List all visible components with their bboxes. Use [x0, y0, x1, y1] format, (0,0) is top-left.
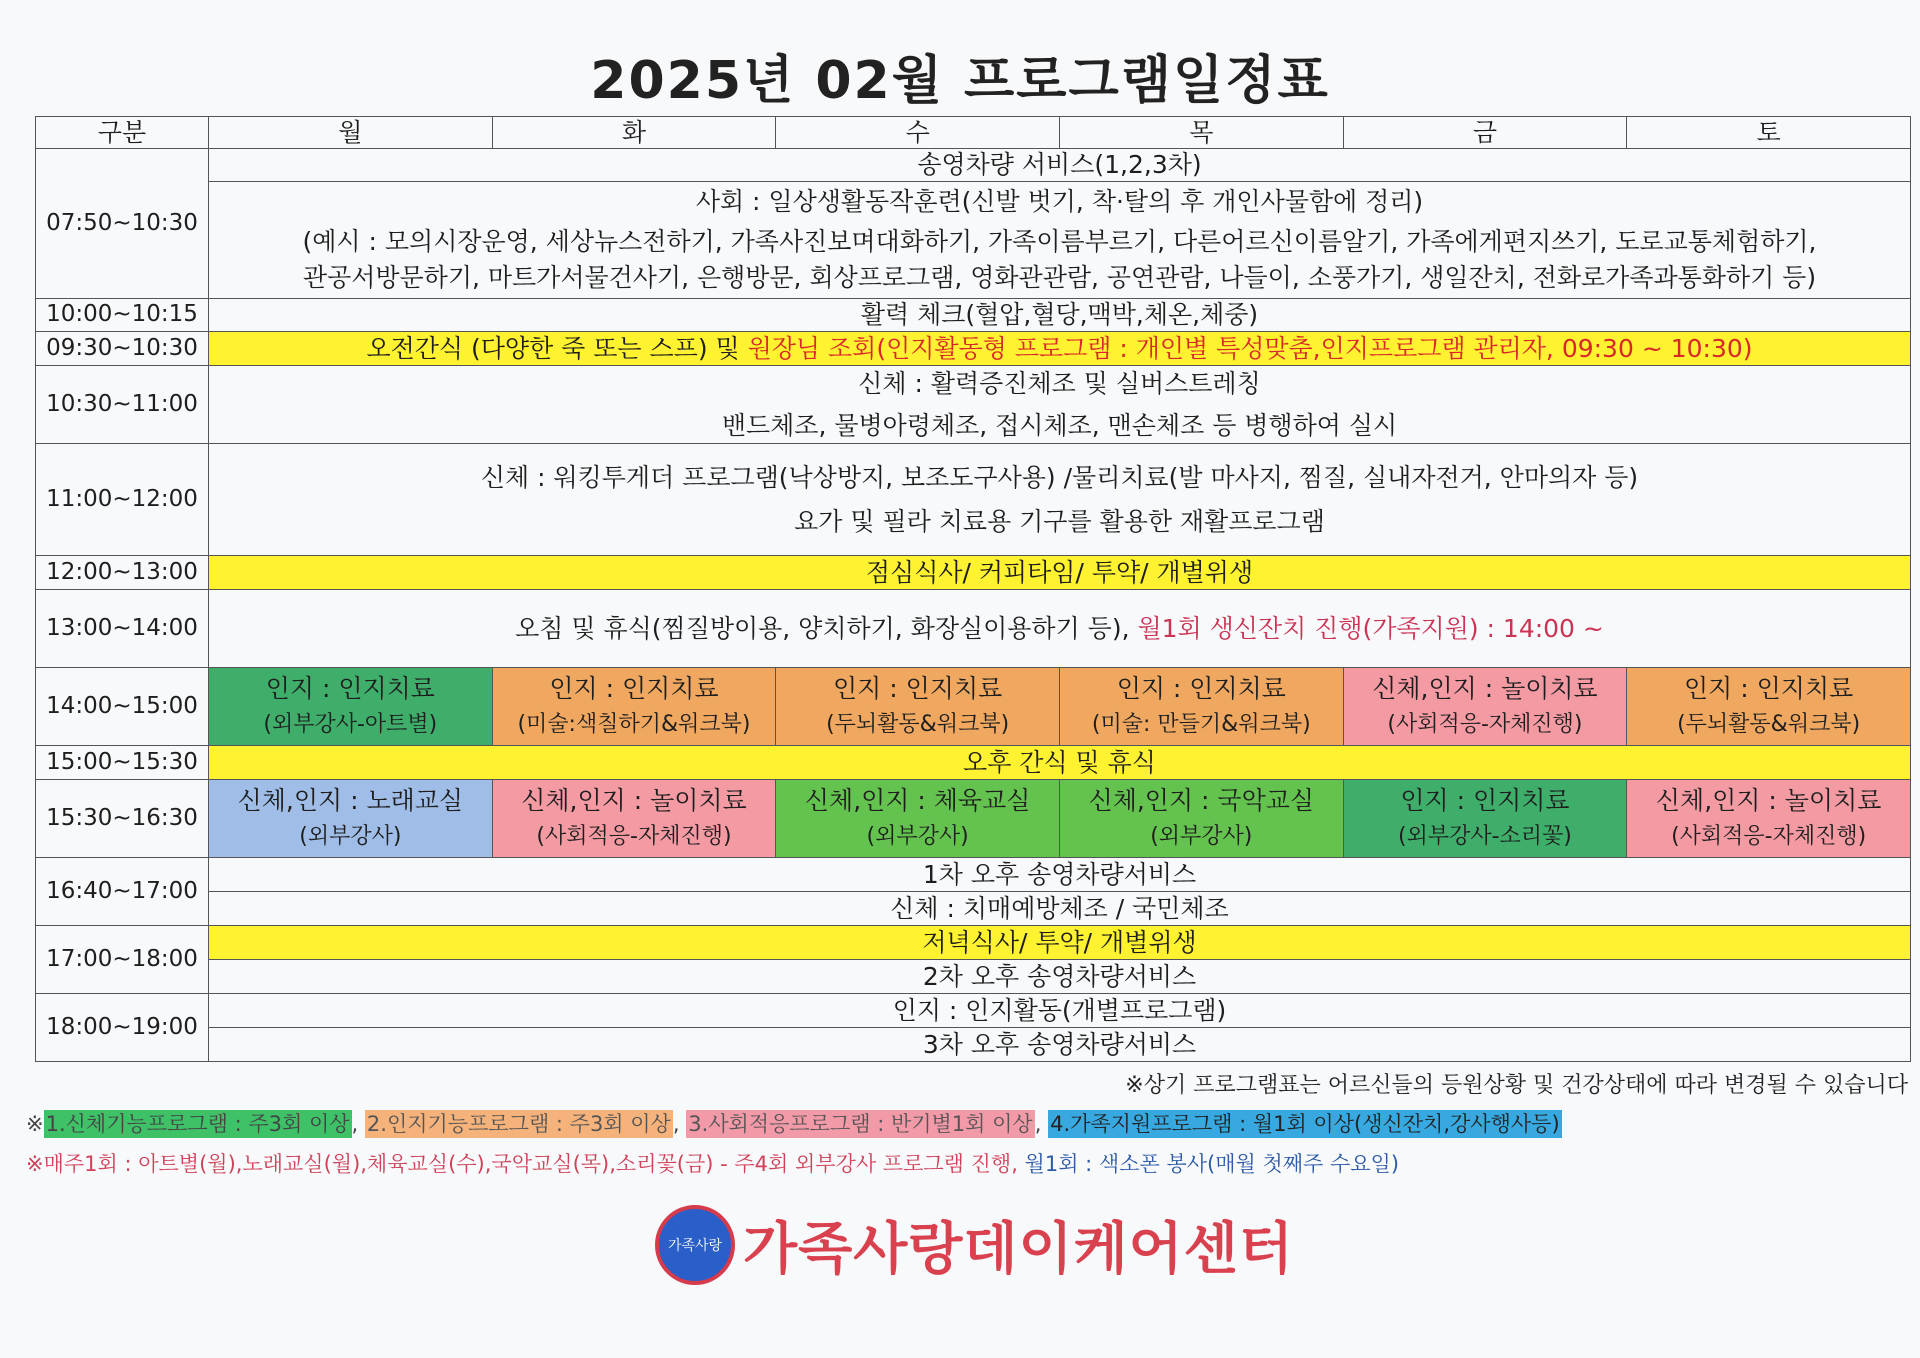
table-row — [36, 780, 1911, 858]
time-cell: 16:40~17:00 — [36, 858, 209, 926]
table-row — [36, 926, 1911, 960]
time-cell: 09:30~10:30 — [36, 332, 209, 366]
header-mon: 월 — [209, 117, 493, 149]
program-name: 인지 : 인지치료 — [1116, 674, 1286, 704]
program-name: 인지 : 인지치료 — [1684, 674, 1854, 704]
table-row — [36, 1028, 1911, 1062]
program-cell-fri — [1343, 668, 1627, 746]
legend-cognitive: 2.인지기능프로그램 : 주3회 이상 — [366, 1112, 671, 1136]
legend-physical: 1.신체기능프로그램 : 주3회 이상 — [45, 1112, 350, 1136]
program-name: 신체,인지 : 놀이치료 — [521, 786, 747, 816]
header-sat: 토 — [1627, 117, 1911, 149]
time-cell: 10:00~10:15 — [36, 299, 209, 332]
program-detail: (외부강사-소리꽃) — [1398, 824, 1572, 850]
program-name: 신체,인지 : 놀이치료 — [1655, 786, 1882, 816]
program-cell-tue — [492, 780, 776, 858]
table-row — [36, 182, 1911, 299]
program-name: 신체,인지 : 체육교실 — [804, 786, 1031, 816]
time-cell: 17:00~18:00 — [36, 926, 209, 994]
director-assembly-text: 원장님 조회(인지활동형 프로그램 : 개인별 특성맞춤,인지프로그램 관리자, 09:30 ~ 10:30) — [747, 333, 1753, 363]
header-row — [36, 117, 1911, 149]
time-cell: 07:50~10:30 — [36, 149, 209, 299]
table-row — [36, 444, 1911, 556]
schedule-table — [35, 116, 1911, 1062]
table-row — [36, 892, 1911, 926]
transport-2nd-cell: 2차 오후 송영차량서비스 — [209, 960, 1911, 994]
morning-snack-text: 오전간식 (다양한 죽 또는 스프) 및 — [366, 333, 748, 363]
program-name: 신체,인지 : 노래교실 — [237, 786, 464, 816]
program-name: 인지 : 인지치료 — [1400, 786, 1570, 816]
walking-program-cell — [209, 444, 1911, 556]
birthday-party-text: 월1회 생신잔치 진행(가족지원) : 14:00 ~ — [1137, 613, 1604, 643]
logo-text: 가족사랑 — [667, 1238, 723, 1254]
transport-service-cell: 송영차량 서비스(1,2,3차) — [209, 149, 1911, 182]
program-cell-mon — [209, 668, 493, 746]
program-cell-sat — [1627, 780, 1911, 858]
header-fri: 금 — [1343, 117, 1627, 149]
time-cell: 14:00~15:00 — [36, 668, 209, 746]
program-cell-fri — [1343, 780, 1627, 858]
transport-3rd-cell: 3차 오후 송영차량서비스 — [209, 1028, 1911, 1062]
stretching-cell — [209, 366, 1911, 444]
program-legend: ※1.신체기능프로그램 : 주3회 이상, 2.인지기능프로그램 : 주3회 이상, 3.사회적응프로그램 : 반기별1회 이상, 4.가족지원프로그램 : 월1회 이상(생신잔치,강사행사등) — [26, 1112, 1560, 1136]
time-cell: 18:00~19:00 — [36, 994, 209, 1062]
table-row — [36, 994, 1911, 1028]
program-detail: (외부강사) — [1150, 824, 1253, 850]
walking-program-title: 신체 : 워킹투게더 프로그램(낙상방지, 보조도구사용) /물리치료(발 마사지, 찜질, 실내자전거, 안마의자 등) — [480, 462, 1639, 492]
nap-rest-text: 오침 및 휴식(찜질방이용, 양치하기, 화장실이용하기 등), — [515, 613, 1138, 643]
stretching-title: 신체 : 활력증진체조 및 실버스트레칭 — [858, 368, 1261, 398]
weekly-monthly-note — [26, 1148, 1399, 1178]
table-row — [36, 858, 1911, 892]
program-name: 신체,인지 : 국악교실 — [1088, 786, 1315, 816]
program-detail: (두뇌활동&워크북) — [1677, 712, 1861, 738]
social-example-line1: (예시 : 모의시장운영, 세상뉴스전하기, 가족사진보며대화하기, 가족이름부르기, 다른어르신이름알기, 가족에게편지쓰기, 도로교통체험하기, — [302, 227, 1817, 256]
program-cell-mon — [209, 780, 493, 858]
lunch-cell: 점심식사/ 커피타임/ 투약/ 개별위생 — [209, 556, 1911, 590]
social-example-line2: 관공서방문하기, 마트가서물건사기, 은행방문, 회상프로그램, 영화관관람, 공연관람, 나들이, 소풍가기, 생일잔치, 전화로가족과통화하기 등) — [302, 263, 1817, 292]
program-cell-wed — [776, 668, 1060, 746]
program-cell-wed — [776, 780, 1060, 858]
program-name: 인지 : 인지치료 — [833, 674, 1003, 704]
table-row — [36, 746, 1911, 780]
time-cell: 15:30~16:30 — [36, 780, 209, 858]
program-detail: (두뇌활동&워크북) — [826, 712, 1010, 738]
program-cell-thu — [1059, 780, 1343, 858]
program-cell-thu — [1059, 668, 1343, 746]
time-cell: 10:30~11:00 — [36, 366, 209, 444]
program-detail: (미술: 만들기&워크북) — [1091, 712, 1311, 738]
center-logo — [655, 1205, 735, 1285]
program-detail: (미술:색칠하기&워크북) — [517, 712, 751, 738]
legend-social: 3.사회적응프로그램 : 반기별1회 이상 — [688, 1112, 1033, 1136]
dinner-cell: 저녁식사/ 투약/ 개별위생 — [209, 926, 1911, 960]
table-row — [36, 332, 1911, 366]
transport-1st-cell: 1차 오후 송영차량서비스 — [209, 858, 1911, 892]
table-row — [36, 299, 1911, 332]
time-cell: 15:00~15:30 — [36, 746, 209, 780]
dementia-exercise-cell: 신체 : 치매예방체조 / 국민체조 — [209, 892, 1911, 926]
time-cell: 12:00~13:00 — [36, 556, 209, 590]
program-detail: (외부강사-아트별) — [263, 712, 438, 738]
table-row — [36, 668, 1911, 746]
table-row — [36, 556, 1911, 590]
cognitive-activity-cell: 인지 : 인지활동(개별프로그램) — [209, 994, 1911, 1028]
program-detail: (사회적응-자체진행) — [1387, 712, 1583, 738]
nap-rest-cell — [209, 590, 1911, 668]
vital-check-cell: 활력 체크(혈압,혈당,맥박,체온,체중) — [209, 299, 1911, 332]
program-cell-sat — [1627, 668, 1911, 746]
header-tue: 화 — [492, 117, 776, 149]
walking-program-detail: 요가 및 필라 치료용 기구를 활용한 재활프로그램 — [794, 506, 1325, 536]
table-row — [36, 149, 1911, 182]
table-row — [36, 960, 1911, 994]
stretching-detail: 밴드체조, 물병아령체조, 접시체조, 맨손체조 등 병행하여 실시 — [721, 410, 1398, 440]
time-cell: 11:00~12:00 — [36, 444, 209, 556]
afternoon-snack-cell: 오후 간식 및 휴식 — [209, 746, 1911, 780]
legend-family: 4.가족지원프로그램 : 월1회 이상(생신잔치,강사행사등) — [1050, 1112, 1560, 1136]
social-program-title: 사회 : 일상생활동작훈련(신발 벗기, 착·탈의 후 개인사물함에 정리) — [695, 187, 1424, 216]
program-detail: (사회적응-자체진행) — [536, 824, 732, 850]
center-name: 가족사랑데이케어센터 — [743, 1217, 1294, 1282]
header-category: 구분 — [36, 117, 209, 149]
program-detail: (외부강사) — [866, 824, 969, 850]
program-cell-tue — [492, 668, 776, 746]
program-name: 인지 : 인지치료 — [549, 674, 719, 704]
social-program-cell — [209, 182, 1911, 299]
program-detail: (사회적응-자체진행) — [1671, 824, 1867, 850]
header-wed: 수 — [776, 117, 1060, 149]
page-title: 2025년 02월 프로그램일정표 — [590, 51, 1330, 111]
table-row — [36, 366, 1911, 444]
program-detail: (외부강사) — [299, 824, 402, 850]
monthly-note: 월1회 : 색소폰 봉사(매월 첫째주 수요일) — [1024, 1152, 1400, 1176]
center-footer — [655, 1200, 1294, 1290]
legend-prefix: ※ — [26, 1112, 44, 1136]
table-row — [36, 590, 1911, 668]
morning-snack-cell — [209, 332, 1911, 366]
weekly-note: ※매주1회 : 아트별(월),노래교실(월),체육교실(수),국악교실(목),소리꽃(금) - 주4회 외부강사 프로그램 진행, — [26, 1152, 1025, 1176]
schedule-change-note: ※상기 프로그램표는 어르신들의 등원상황 및 건강상태에 따라 변경될 수 있습니다 — [1125, 1073, 1908, 1098]
program-name: 인지 : 인지치료 — [265, 674, 435, 704]
program-name: 신체,인지 : 놀이치료 — [1372, 674, 1598, 704]
header-thu: 목 — [1059, 117, 1343, 149]
time-cell: 13:00~14:00 — [36, 590, 209, 668]
